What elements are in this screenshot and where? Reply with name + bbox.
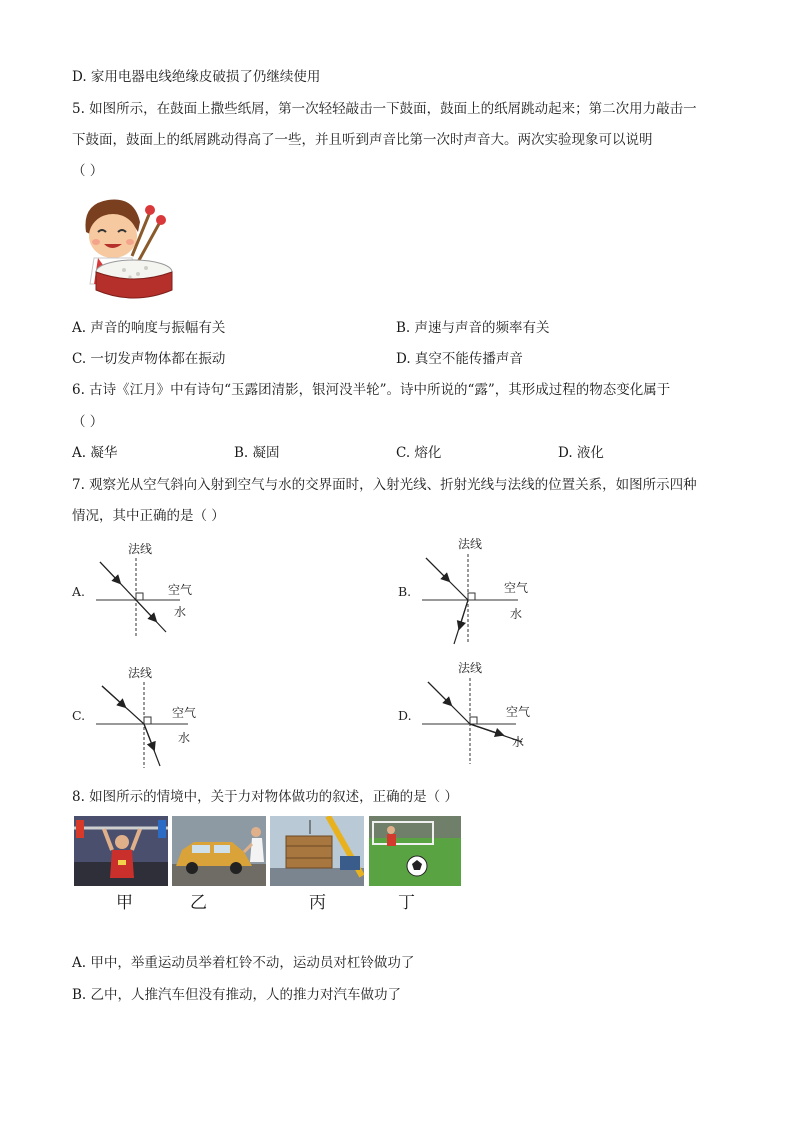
air-label: 空气 xyxy=(506,705,531,719)
normal-label: 法线 xyxy=(458,537,483,551)
water-label: 水 xyxy=(178,731,191,745)
refraction-diagram-c xyxy=(70,662,210,772)
photo-pushing-car xyxy=(172,816,266,886)
caption-jia: 甲 xyxy=(116,893,133,913)
photo-weightlifter xyxy=(74,816,168,886)
q5-option-a: A. 声音的响度与振幅有关 xyxy=(72,320,226,336)
q5-option-b: B. 声速与声音的频率有关 xyxy=(396,320,550,336)
q7-stem-line1: 7. 观察光从空气斜向入射到空气与水的交界面时，入射光线、折射光线与法线的位置关系，如图所示四种 xyxy=(72,477,697,493)
refraction-diagram-a xyxy=(70,538,210,642)
water-label: 水 xyxy=(512,735,525,749)
diagram-a-label: A. xyxy=(72,584,86,599)
q8-stem: 8. 如图所示的情境中，关于力对物体做功的叙述，正确的是（ ） xyxy=(72,789,458,805)
q6-option-b: B. 凝固 xyxy=(234,445,280,461)
drum-boy-illustration xyxy=(68,192,180,302)
water-label: 水 xyxy=(510,607,523,621)
q6-answer-paren: （ ） xyxy=(72,414,104,430)
q6-stem-line1: 6. 古诗《江月》中有诗句“玉露团清影，银河没半轮”。诗中所说的“露”，其形成过程的物态变化属于 xyxy=(72,382,671,398)
q5-answer-paren: （ ） xyxy=(72,163,104,179)
diagram-c-label: C. xyxy=(72,708,86,723)
q6-option-a: A. 凝华 xyxy=(72,445,118,461)
normal-label: 法线 xyxy=(128,666,153,680)
diagram-b-label: B. xyxy=(398,584,412,599)
q7-stem-line2: 情况，其中正确的是（ ） xyxy=(72,508,225,524)
q6-option-d: D. 液化 xyxy=(558,445,604,461)
air-label: 空气 xyxy=(168,583,193,597)
q5-stem-line2: 下鼓面，鼓面上的纸屑跳动得高了一些，并且听到声音比第一次时声音大。两次实验现象可以说明 xyxy=(72,132,653,148)
diagram-d-label: D. xyxy=(398,708,412,723)
photo-crane-crate xyxy=(270,816,364,886)
normal-label: 法线 xyxy=(458,661,483,675)
caption-ding: 丁 xyxy=(398,893,415,913)
q5-option-d: D. 真空不能传播声音 xyxy=(396,351,523,367)
q6-option-c: C. 熔化 xyxy=(396,445,442,461)
q8-option-a: A. 甲中，举重运动员举着杠铃不动，运动员对杠铃做功了 xyxy=(72,955,415,971)
caption-bing: 丙 xyxy=(309,893,326,913)
normal-label: 法线 xyxy=(128,542,153,556)
refraction-diagram-b xyxy=(396,532,546,648)
refraction-diagram-d xyxy=(396,656,546,768)
water-label: 水 xyxy=(174,605,187,619)
air-label: 空气 xyxy=(504,581,529,595)
caption-yi: 乙 xyxy=(190,893,207,913)
q4-option-d: D. 家用电器电线绝缘皮破损了仍继续使用 xyxy=(72,69,321,85)
q5-option-c: C. 一切发声物体都在振动 xyxy=(72,351,226,367)
q8-option-b: B. 乙中，人推汽车但没有推动，人的推力对汽车做功了 xyxy=(72,987,402,1003)
q5-stem-line1: 5. 如图所示，在鼓面上撒些纸屑，第一次轻轻敲击一下鼓面，鼓面上的纸屑跳动起来；第二次用力敲击一 xyxy=(72,101,697,117)
air-label: 空气 xyxy=(172,706,197,720)
photo-soccer xyxy=(369,816,461,886)
